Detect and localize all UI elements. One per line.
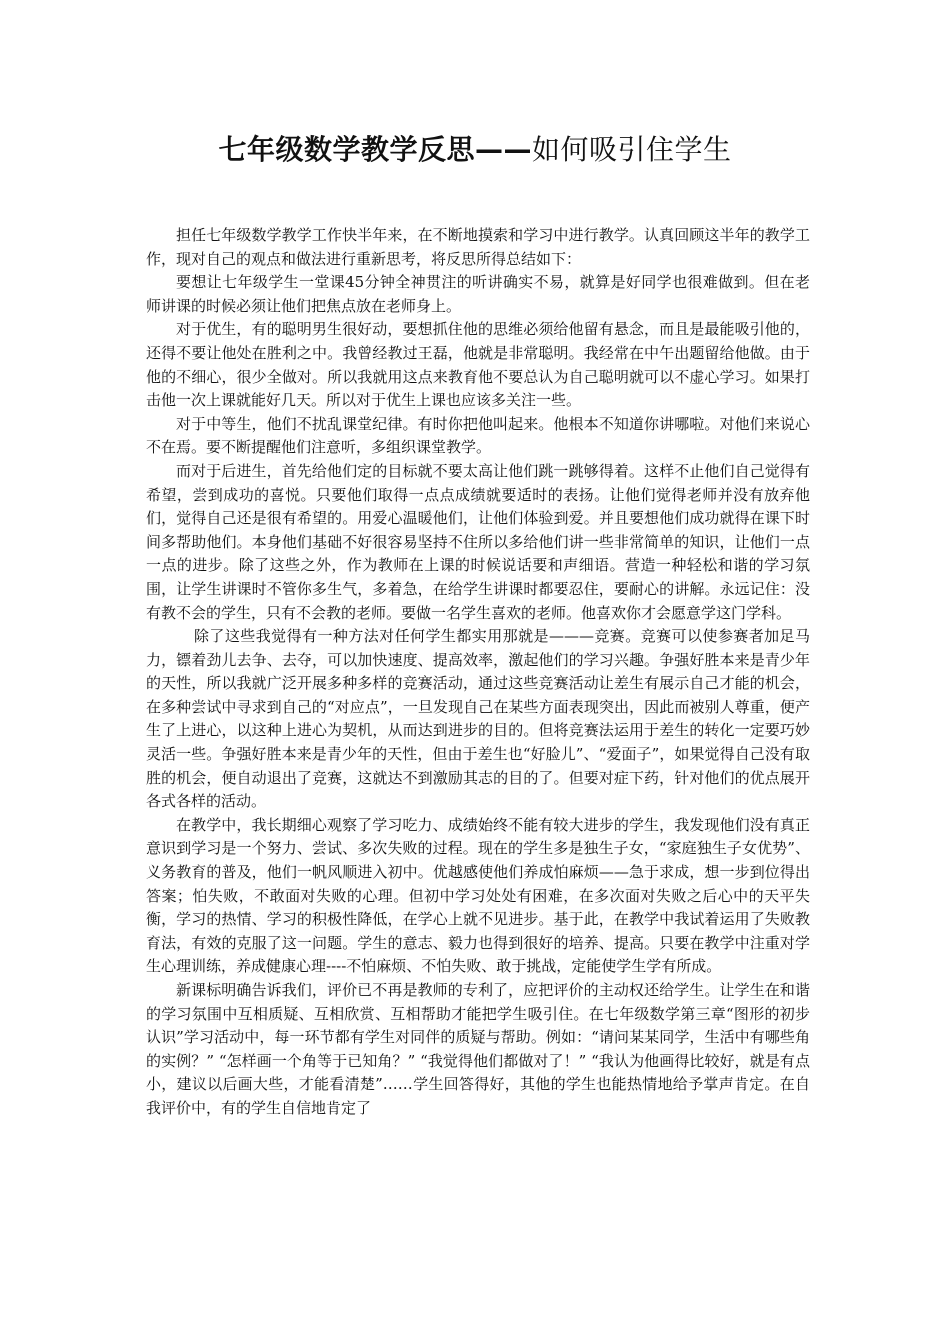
paragraph-intro: 担任七年级数学教学工作快半年来，在不断地摸索和学习中进行教学。认真回顾这半年的教学工作，现对自己的观点和做法进行重新思考，将反思所得总结如下：	[146, 226, 810, 268]
title-main: 七年级数学教学反思——	[218, 133, 532, 166]
title-subtitle: 如何吸引住学生	[532, 133, 732, 166]
paragraph-evaluation: 新课标明确告诉我们，评价已不再是教师的专利了，应把评价的主动权还给学生。让学生在和谐的学习氛围中互相质疑、互相欣赏、互相帮助才能把学生吸引住。在七年级数学第三章“图形的初步认识”学习活动中，每一环节都有学生对同伴的质疑与帮助。例如：“请问某某同学，生活中有哪些角的实例？” “怎样画一个角等于已知角？” “我觉得他们都做对了！” “我认为他画得比较好，就是有点小，建议以后画大些，才能看清楚”……学生回答得好，其他的学生也能热情地给予掌声肯定。在自我评价中，有的学生自信地肯定了	[146, 981, 810, 1117]
paragraph-failure-education: 在教学中，我长期细心观察了学习吃力、成绩始终不能有较大进步的学生，我发现他们没有真正意识到学习是一个努力、尝试、多次失败的过程。现在的学生多是独生子女，“家庭独生子女优势”、义务教育的普及，他们一帆风顺进入初中。优越感使他们养成怕麻烦——急于求成，想一步到位得出答案；怕失败，不敢面对失败的心理。但初中学习处处有困难，在多次面对失败之后心中的天平失衡，学习的热情、学习的积极性降低，在学心上就不见进步。基于此，在教学中我试着运用了失败教育法，有效的克服了这一问题。学生的意志、毅力也得到很好的培养、提高。只要在教学中注重对学生心理训练，养成健康心理----不怕麻烦、不怕失败、敢于挑战，定能使学生学有所成。	[146, 815, 810, 976]
paragraph-struggling-students: 而对于后进生，首先给他们定的目标就不要太高让他们跳一跳够得着。这样不止他们自己觉得有希望，尝到成功的喜悦。只要他们取得一点点成绩就要适时的表扬。让他们觉得老师并没有放弃他们，觉得自己还是很有希望的。用爱心温暖他们，让他们体验到爱。并且要想他们成功就得在课下时间多帮助他们。本身他们基础不好很容易坚持不住所以多给他们讲一些非常简单的知识，让他们一点一点的进步。除了这些之外，作为教师在上课的时候说话要和声细语。营造一种轻松和谐的学习氛围，让学生讲课时不管你多生气，多着急，在给学生讲课时都要忍住，要耐心的讲解。永远记住：没有教不会的学生，只有不会教的老师。要做一名学生喜欢的老师。他喜欢你才会愿意学这门学科。	[146, 461, 810, 622]
paragraph-competition: 除了这些我觉得有一种方法对任何学生都实用那就是———竞赛。竞赛可以使参赛者加足马力，镖着劲儿去争、去夺，可以加快速度、提高效率，激起他们的学习兴趣。争强好胜本来是青少年的天性，所以我就广泛开展多种多样的竞赛活动，通过这些竞赛活动让差生有展示自己才能的机会，在多种尝试中寻求到自己的“对应点”，一旦发现自己在某些方面表现突出，因此而被别人尊重，便产生了上进心，以这种上进心为契机，从而达到进步的目的。但将竞赛法运用于差生的转化一定要巧妙灵活一些。争强好胜本来是青少年的天性，但由于差生也“好脸儿”、“爱面子”，如果觉得自己没有取胜的机会，便自动退出了竞赛，这就达不到激励其志的目的了。但要对症下药，针对他们的优点展开各式各样的活动。	[146, 627, 810, 811]
paragraph-attention: 要想让七年级学生一堂课45分钟全神贯注的听讲确实不易，就算是好同学也很难做到。但在老师讲课的时候必须让他们把焦点放在老师身上。	[146, 273, 810, 315]
paragraph-top-students: 对于优生，有的聪明男生很好动，要想抓住他的思维必须给他留有悬念，而且是最能吸引他的，还得不要让他处在胜利之中。我曾经教过王磊，他就是非常聪明。我经常在中午出题留给他做。由于他的不细心，很少全做对。所以我就用这点来教育他不要总认为自己聪明就可以不虚心学习。如果打击他一次上课就能好几天。所以对于优生上课也应该多关注一些。	[146, 320, 810, 410]
paragraph-average-students: 对于中等生，他们不扰乱课堂纪律。有时你把他叫起来。他根本不知道你讲哪啦。对他们来说心不在焉。要不断提醒他们注意听，多组织课堂教学。	[146, 414, 810, 457]
document-body	[146, 224, 810, 1121]
document-title	[0, 128, 950, 172]
